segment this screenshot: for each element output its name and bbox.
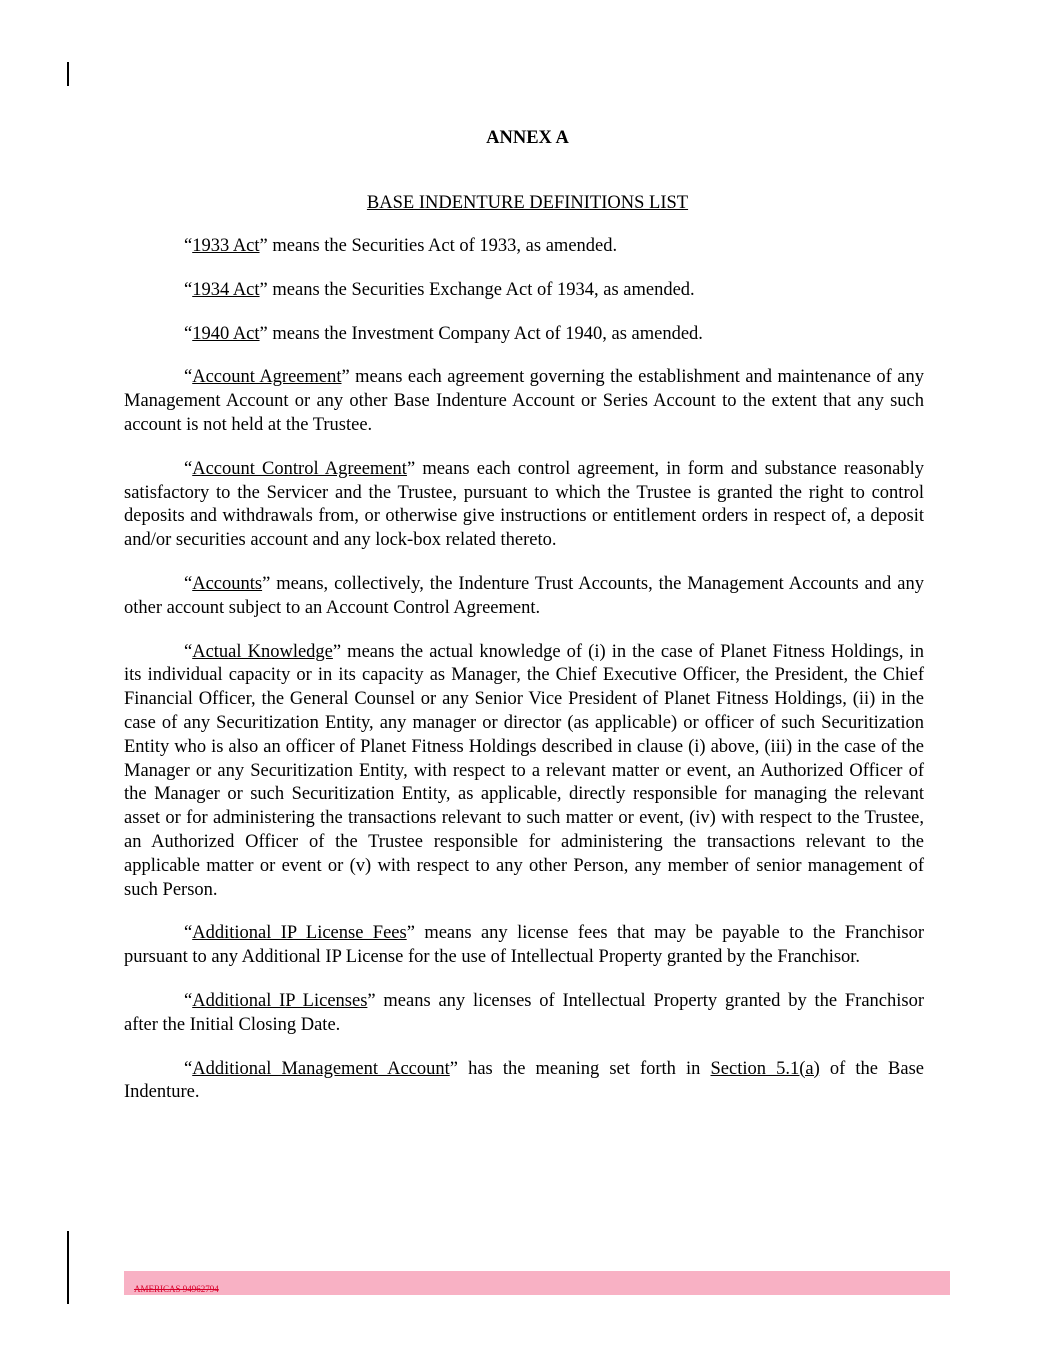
term-1934-act: 1934 Act xyxy=(192,279,260,300)
section-reference-link: Section 5.1(a) xyxy=(710,1058,820,1079)
definitions-list-title-text: BASE INDENTURE DEFINITIONS LIST xyxy=(366,193,689,213)
term-account-agreement: Account Agreement xyxy=(192,367,342,388)
definition-actual-knowledge: “Actual Knowledge” means the actual knowledge of (i) in the case of Planet Fitness Holdings, in its individual capacity or in its capacity as Manager, the Chief Executive Officer, the President, the Chief Financial Officer, the General Counsel or any Senior Vice President of Planet Fitness Holdings, (ii) in the case of any Securitization Entity, any manager or director (as applicable) or officer of such Securitization Entity who is also an officer of Planet Fitness Holdings described in clause (i) above, (iii) in the case of the Manager or any Securitization Entity, with respect to a relevant matter or event, an Authorized Officer of the Manager or such Securitization Entity, as applicable, directly responsible for managing the relevant asset or for administering the transactions relevant to such matter or event, (iv) with respect to the Trustee, an Authorized Officer of the Trustee responsible for administering the transactions relevant to the applicable matter or event or (v) with respect to any other Person, any member of senior management of such Person. xyxy=(124,641,924,900)
term-account-control-agreement: Account Control Agreement xyxy=(192,458,407,479)
definition-1940-act: “1940 Act” means the Investment Company Act of 1940, as amended. xyxy=(184,323,703,344)
term-additional-management-account: Additional Management Account xyxy=(192,1058,450,1079)
term-accounts: Accounts xyxy=(192,573,263,594)
term-1940-act: 1940 Act xyxy=(192,323,260,344)
term-additional-ip-licenses: Additional IP Licenses xyxy=(192,990,368,1011)
definitions-list-title xyxy=(0,191,1055,215)
change-bar-bottom xyxy=(67,1231,69,1304)
definition-additional-ip-licenses: “Additional IP Licenses” means any licenses of Intellectual Property granted by the Franchisor after the Initial Closing Date. xyxy=(124,990,924,1035)
definition-additional-ip-license-fees: “Additional IP License Fees” means any license fees that may be payable to the Franchisor pursuant to any Additional IP License for the use of Intellectual Property granted by the Franchisor. xyxy=(124,923,925,968)
definition-accounts: “Accounts” means, collectively, the Indenture Trust Accounts, the Management Accounts and any other account subject to an Account Control Agreement. xyxy=(124,573,924,618)
term-actual-knowledge: Actual Knowledge xyxy=(192,641,333,662)
term-1933-act: 1933 Act xyxy=(192,236,260,256)
annex-title: ANNEX A xyxy=(486,128,569,148)
definition-account-agreement: “Account Agreement” means each agreement governing the establishment and maintenance of any Management Account or any other Base Indenture Account or Series Account to the extent that any such account is not held at the Trustee. xyxy=(124,367,924,435)
definition-1934-act: “1934 Act” means the Securities Exchange Act of 1934, as amended. xyxy=(184,279,695,300)
footer-document-id: AMERICAS 94962794 xyxy=(134,1284,219,1294)
footer-band xyxy=(124,1271,950,1295)
definitions-body xyxy=(124,235,924,1125)
definition-additional-management-account: “Additional Management Account” has the meaning set forth in Section 5.1(a) of the Base Indenture. xyxy=(124,1058,924,1103)
change-bar-top xyxy=(67,62,69,86)
definition-account-control-agreement: “Account Control Agreement” means each control agreement, in form and substance reasonably satisfactory to the Servicer and the Trustee, pursuant to which the Trustee is granted the right to control deposits and withdrawals from, or otherwise give instructions or entitlement orders in respect of, a deposit and/or securities account and any lock-box related thereto. xyxy=(124,458,925,551)
definition-1933-act: “1933 Act” means the Securities Act of 1933, as amended. xyxy=(184,236,618,256)
term-additional-ip-license-fees: Additional IP License Fees xyxy=(192,923,407,944)
